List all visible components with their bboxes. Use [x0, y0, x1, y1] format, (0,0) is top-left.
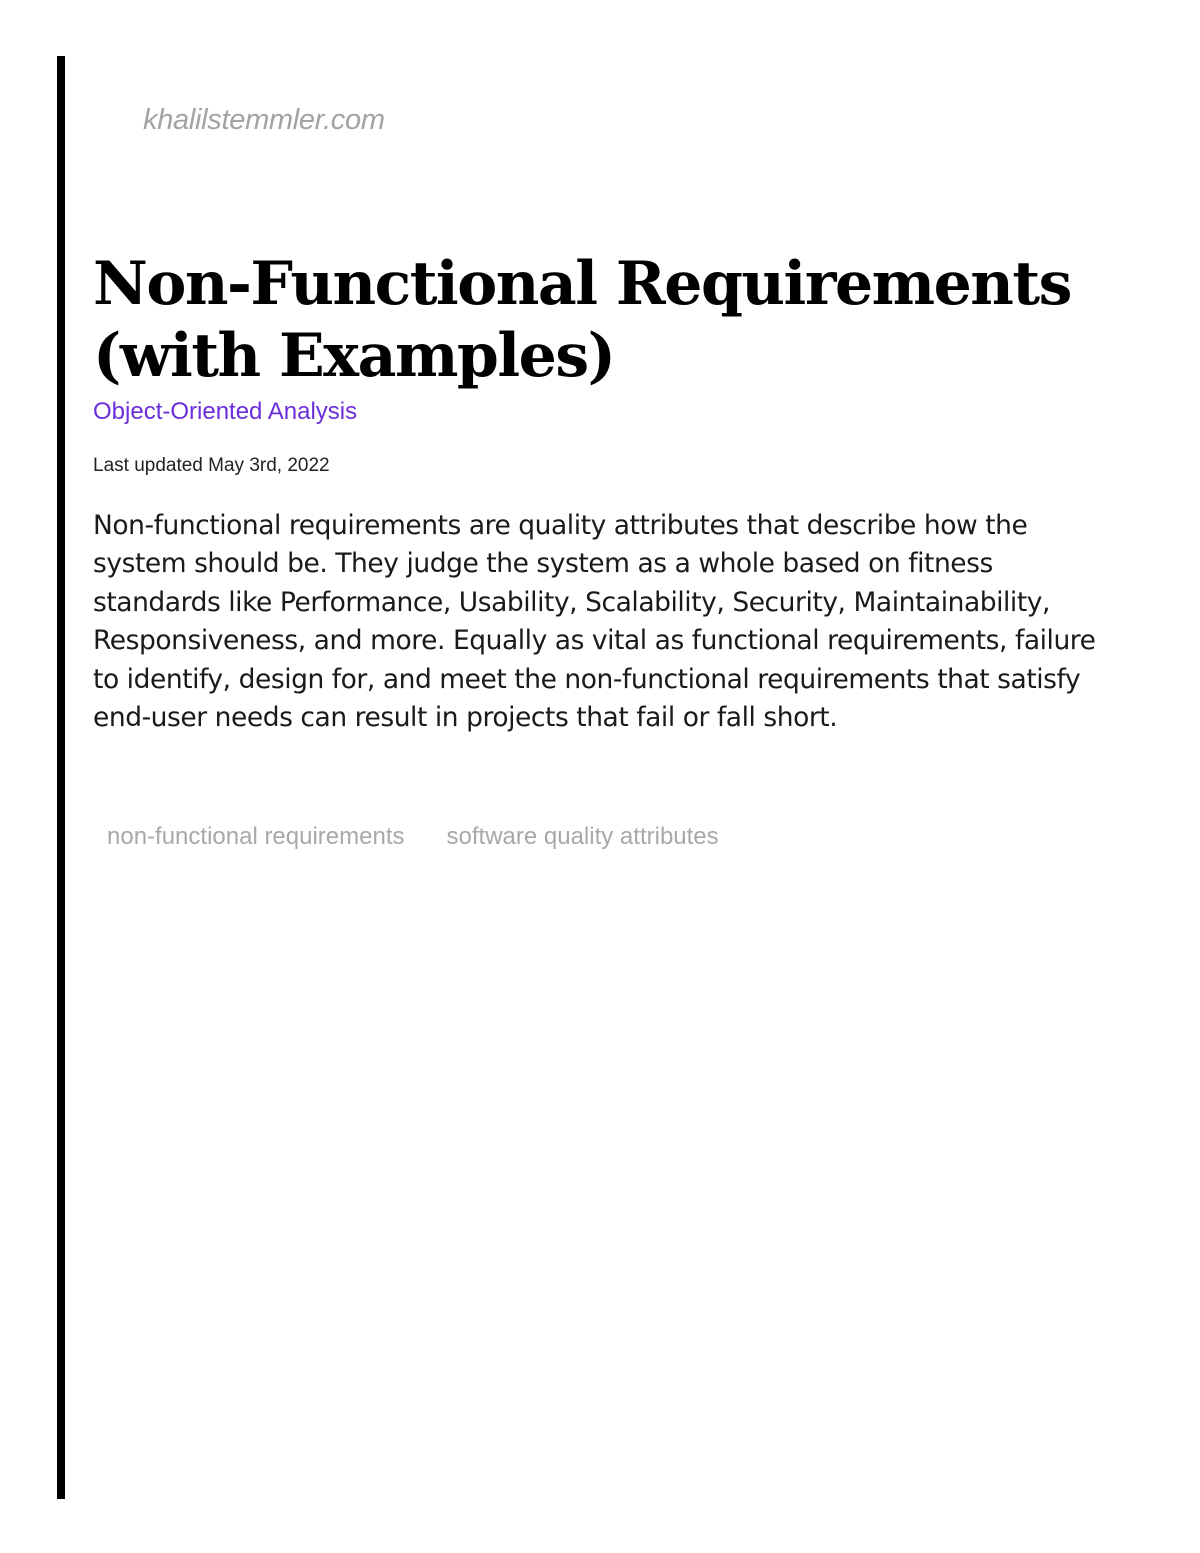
site-name[interactable]: khalilstemmler.com: [143, 104, 385, 136]
tag-list: [107, 823, 719, 851]
tag-non-functional-requirements[interactable]: non-functional requirements: [107, 823, 405, 850]
last-updated-date: Last updated May 3rd, 2022: [93, 455, 330, 476]
page-title: Non-Functional Requirements (with Examples): [93, 249, 1071, 391]
category-link[interactable]: Object-Oriented Analysis: [93, 398, 358, 425]
tag-software-quality-attributes[interactable]: software quality attributes: [446, 823, 719, 850]
article-summary: Non-functional requirements are quality attributes that describe how the system should be. They judge the system as a whole based on fitness standards like Performance, Usability, Scalability, Security, Maintainability, Responsiveness, and more. Equally as vital as functional requirements, failure to identify, design for, and meet the non-functional requirements that satisfy end-user needs can result in projects that fail or fall short.: [93, 510, 1096, 734]
left-border-rule: [57, 56, 65, 1499]
